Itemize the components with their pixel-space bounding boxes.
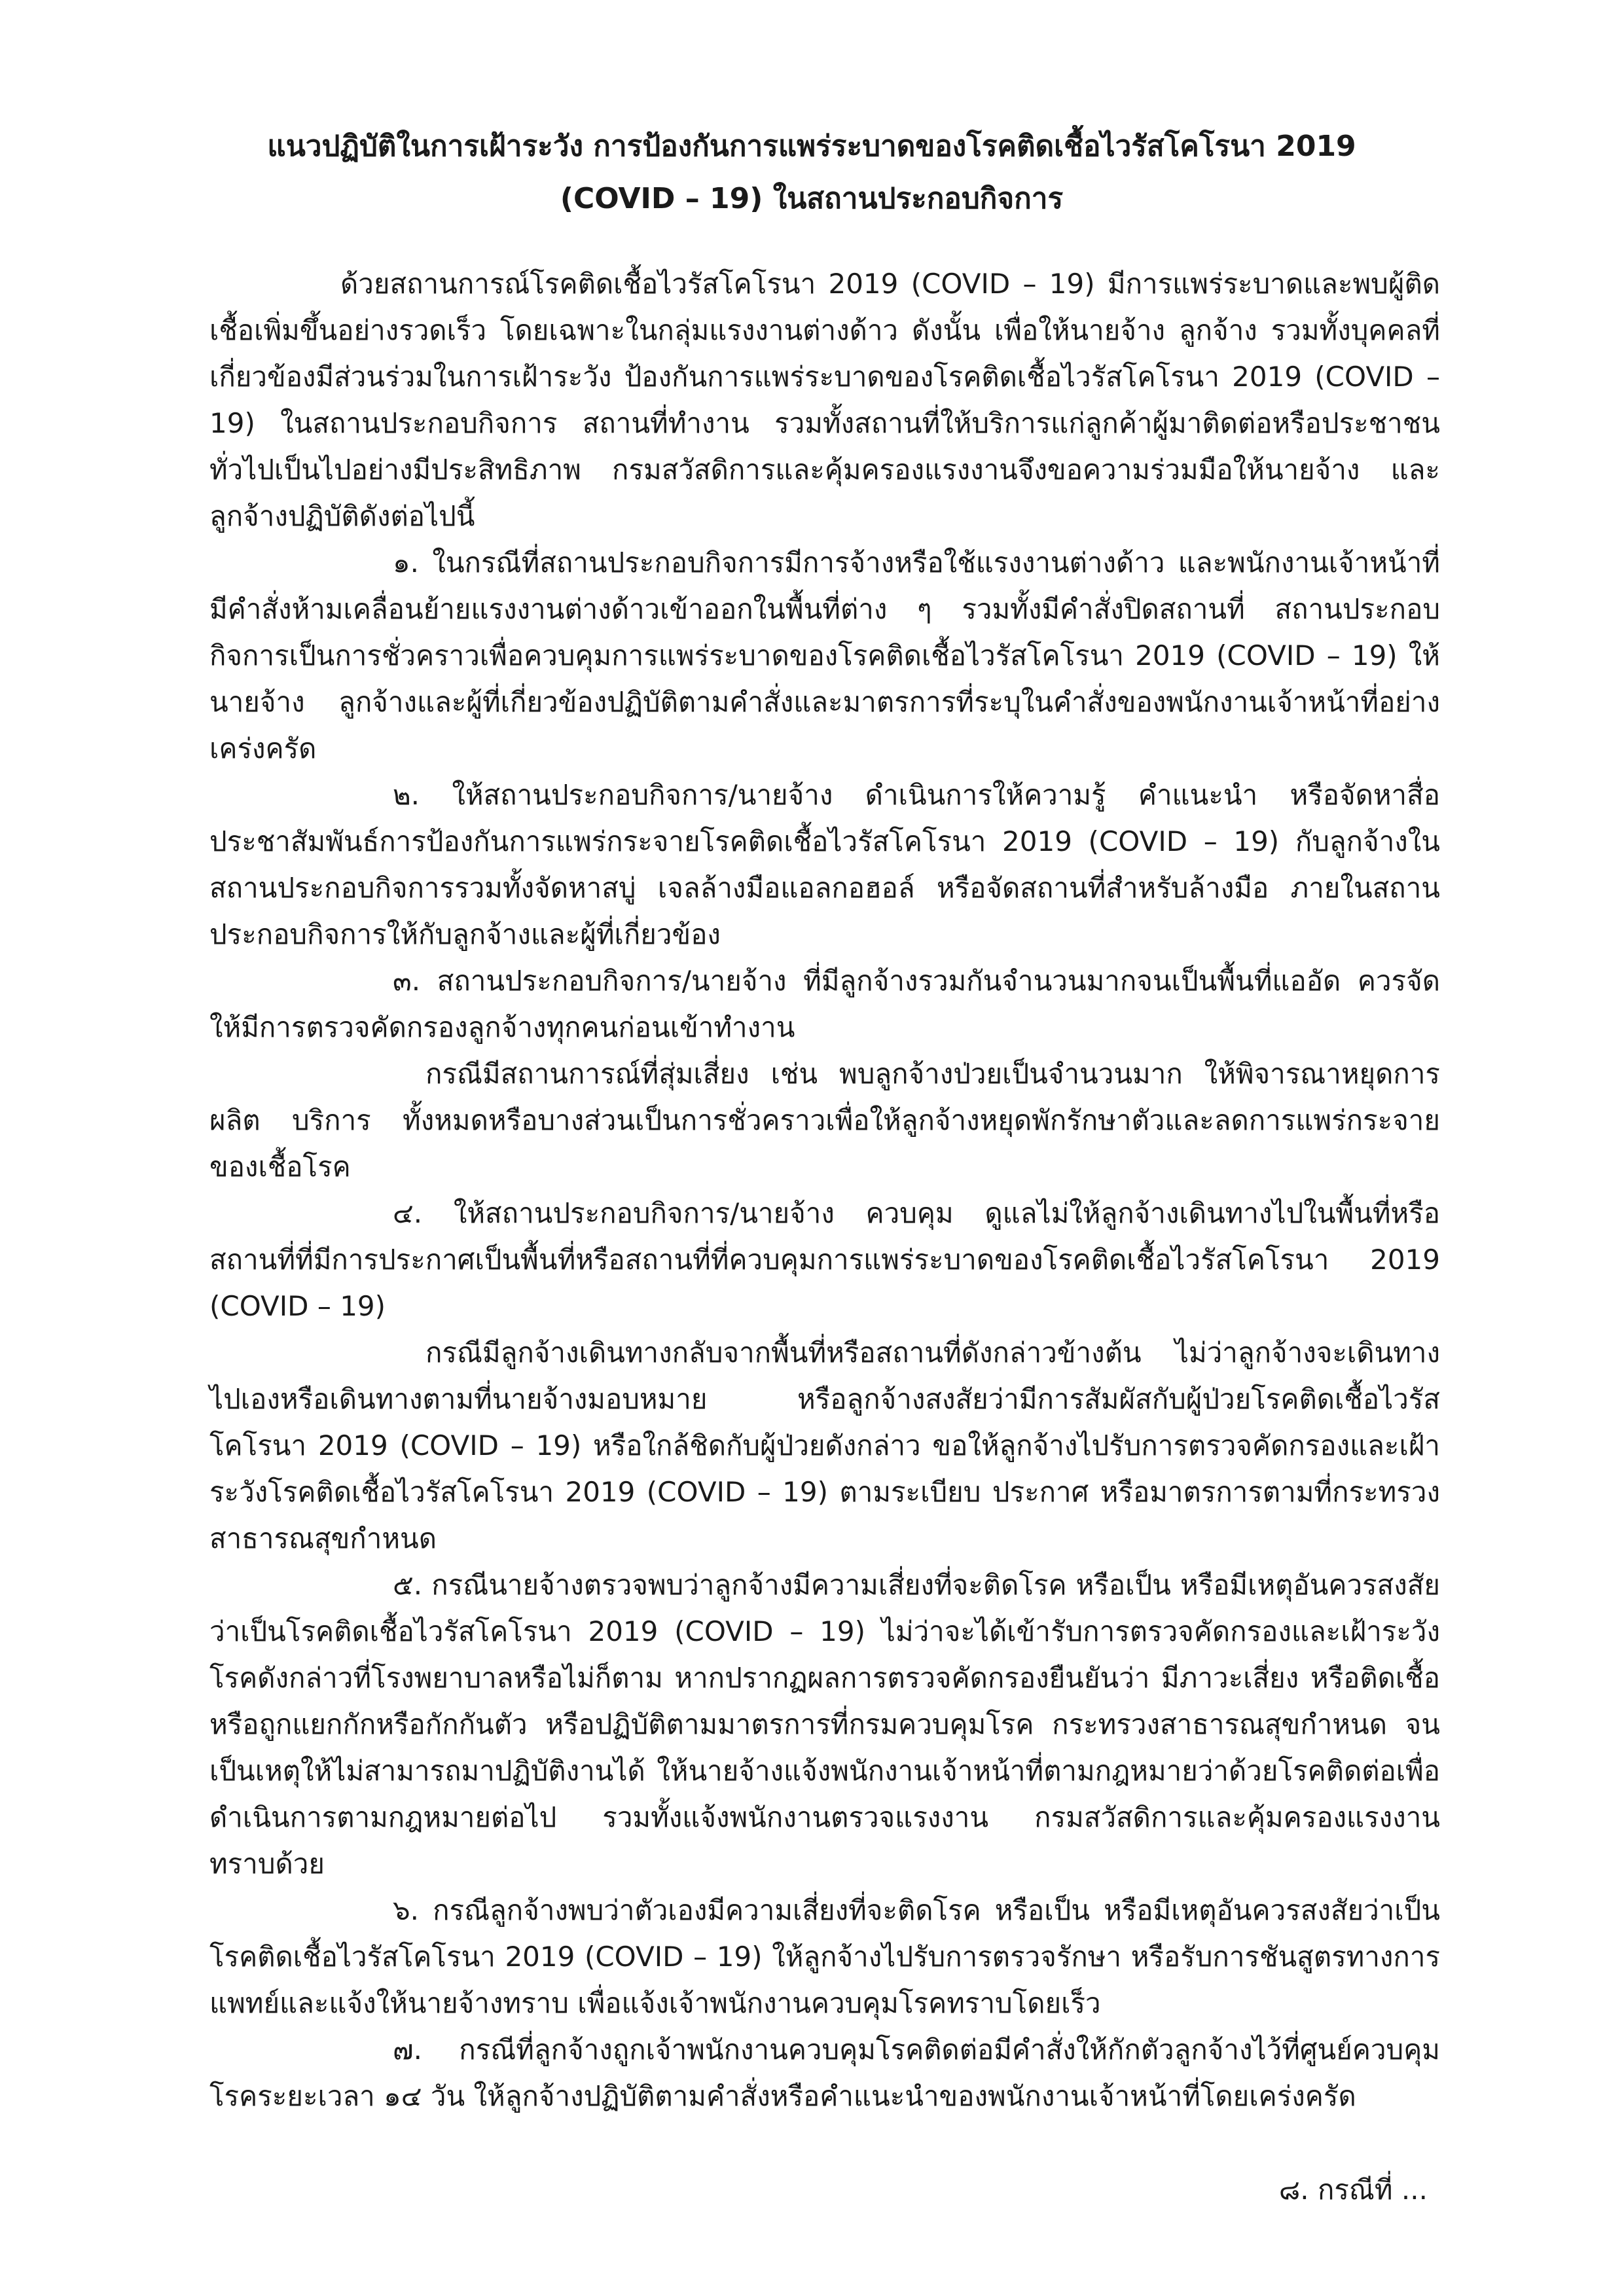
item-1-paragraph: ๑. ในกรณีที่สถานประกอบกิจการมีการจ้างหรือใช้แรงงานต่างด้าว และพนักงานเจ้าหน้าที่มีคำสั่งห้ามเคลื่อนย้ายแรงงานต่างด้าวเข้าออกในพื้นที่ต่าง ๆ รวมทั้งมีคำสั่งปิดสถานที่ สถานประกอบกิจการเป็นการชั่วคราวเพื่อควบคุมการแพร่ระบาดของโรคติดเชื้อไวรัสโคโรนา 2019 (COVID – 19) ให้นายจ้าง ลูกจ้างและผู้ที่เกี่ยวข้องปฏิบัติตามคำสั่งและมาตรการที่ระบุในคำสั่งของพนักงานเจ้าหน้าที่อย่างเคร่งครัด [209, 547, 1440, 764]
document-title-line-2: (COVID – 19) ในสถานประกอบกิจการ [560, 182, 1064, 215]
item-4-paragraph: ๔. ให้สถานประกอบกิจการ/นายจ้าง ควบคุม ดูแลไม่ให้ลูกจ้างเดินทางไปในพื้นที่หรือสถานที่ที่มีการประกาศเป็นพื้นที่หรือสถานที่ที่ควบคุมการแพร่ระบาดของโรคติดเชื้อไวรัสโคโรนา 2019 (COVID – 19) [209, 1197, 1440, 1322]
item-3-paragraph: ๓. สถานประกอบกิจการ/นายจ้าง ที่มีลูกจ้างรวมกันจำนวนมากจนเป็นพื้นที่แออัด ควรจัดให้มีการตรวจคัดกรองลูกจ้างทุกคนก่อนเข้าทำงาน [209, 965, 1440, 1043]
continuation-note: ๘. กรณีที่ ... [1278, 2174, 1428, 2206]
item-3-sub-paragraph: กรณีมีสถานการณ์ที่สุ่มเสี่ยง เช่น พบลูกจ้างป่วยเป็นจำนวนมาก ให้พิจารณาหยุดการผลิต บริการ ทั้งหมดหรือบางส่วนเป็นการชั่วคราวเพื่อให้ลูกจ้างหยุดพักรักษาตัวและลดการแพร่กระจายของเชื้อโรค [209, 1058, 1440, 1183]
item-7-paragraph: ๗. กรณีที่ลูกจ้างถูกเจ้าพนักงานควบคุมโรคติดต่อมีคำสั่งให้กักตัวลูกจ้างไว้ที่ศูนย์ควบคุมโรคระยะเวลา ๑๔ วัน ให้ลูกจ้างปฏิบัติตามคำสั่งหรือคำแนะนำของพนักงานเจ้าหน้าที่โดยเคร่งครัด [209, 2034, 1440, 2112]
item-4-sub-paragraph: กรณีมีลูกจ้างเดินทางกลับจากพื้นที่หรือสถานที่ดังกล่าวข้างต้น ไม่ว่าลูกจ้างจะเดินทางไปเองหรือเดินทางตามที่นายจ้างมอบหมาย หรือลูกจ้างสงสัยว่ามีการสัมผัสกับผู้ป่วยโรคติดเชื้อไวรัสโคโรนา 2019 (COVID – 19) หรือใกล้ชิดกับผู้ป่วยดังกล่าว ขอให้ลูกจ้างไปรับการตรวจคัดกรองและเฝ้าระวังโรคติดเชื้อไวรัสโคโรนา 2019 (COVID – 19) ตามระเบียบ ประกาศ หรือมาตรการตามที่กระทรวงสาธารณสุขกำหนด [209, 1336, 1440, 1554]
document-title-line-1: แนวปฏิบัติในการเฝ้าระวัง การป้องกันการแพร่ระบาดของโรคติดเชื้อไวรัสโคโรนา 2019 [267, 130, 1356, 163]
document-body [209, 260, 1440, 2119]
item-2-paragraph: ๒. ให้สถานประกอบกิจการ/นายจ้าง ดำเนินการให้ความรู้ คำแนะนำ หรือจัดหาสื่อประชาสัมพันธ์การป้องกันการแพร่กระจายโรคติดเชื้อไวรัสโคโรนา 2019 (COVID – 19) กับลูกจ้างในสถานประกอบกิจการรวมทั้งจัดหาสบู่ เจลล้างมือแอลกอฮอล์ หรือจัดสถานที่สำหรับล้างมือ ภายในสถานประกอบกิจการให้กับลูกจ้างและผู้ที่เกี่ยวข้อง [209, 779, 1440, 950]
item-5-paragraph: ๕. กรณีนายจ้างตรวจพบว่าลูกจ้างมีความเสี่ยงที่จะติดโรค หรือเป็น หรือมีเหตุอันควรสงสัยว่าเป็นโรคติดเชื้อไวรัสโคโรนา 2019 (COVID – 19) ไม่ว่าจะได้เข้ารับการตรวจคัดกรองและเฝ้าระวังโรคดังกล่าวที่โรงพยาบาลหรือไม่ก็ตาม หากปรากฏผลการตรวจคัดกรองยืนยันว่า มีภาวะเสี่ยง หรือติดเชื้อหรือถูกแยกกักหรือกักกันตัว หรือปฏิบัติตามมาตรการที่กรมควบคุมโรค กระทรวงสาธารณสุขกำหนด จนเป็นเหตุให้ไม่สามารถมาปฏิบัติงานได้ ให้นายจ้างแจ้งพนักงานเจ้าหน้าที่ตามกฎหมายว่าด้วยโรคติดต่อเพื่อดำเนินการตามกฎหมายต่อไป รวมทั้งแจ้งพนักงานตรวจแรงงาน กรมสวัสดิการและคุ้มครองแรงงาน ทราบด้วย [209, 1569, 1440, 1880]
item-6-paragraph: ๖. กรณีลูกจ้างพบว่าตัวเองมีความเสี่ยงที่จะติดโรค หรือเป็น หรือมีเหตุอันควรสงสัยว่าเป็นโรคติดเชื้อไวรัสโคโรนา 2019 (COVID – 19) ให้ลูกจ้างไปรับการตรวจรักษา หรือรับการชันสูตรทางการแพทย์และแจ้งให้นายจ้างทราบ เพื่อแจ้งเจ้าพนักงานควบคุมโรคทราบโดยเร็ว [209, 1894, 1440, 2019]
intro-paragraph: ด้วยสถานการณ์โรคติดเชื้อไวรัสโคโรนา 2019 (COVID – 19) มีการแพร่ระบาดและพบผู้ติดเชื้อเพิ่มขึ้นอย่างรวดเร็ว โดยเฉพาะในกลุ่มแรงงานต่างด้าว ดังนั้น เพื่อให้นายจ้าง ลูกจ้าง รวมทั้งบุคคลที่เกี่ยวข้องมีส่วนร่วมในการเฝ้าระวัง ป้องกันการแพร่ระบาดของโรคติดเชื้อไวรัสโคโรนา 2019 (COVID – 19) ในสถานประกอบกิจการ สถานที่ทำงาน รวมทั้งสถานที่ให้บริการแก่ลูกค้าผู้มาติดต่อหรือประชาชนทั่วไปเป็นไปอย่างมีประสิทธิภาพ กรมสวัสดิการและคุ้มครองแรงงานจึงขอความร่วมมือให้นายจ้าง และลูกจ้างปฏิบัติดังต่อไปนี้ [209, 268, 1440, 532]
